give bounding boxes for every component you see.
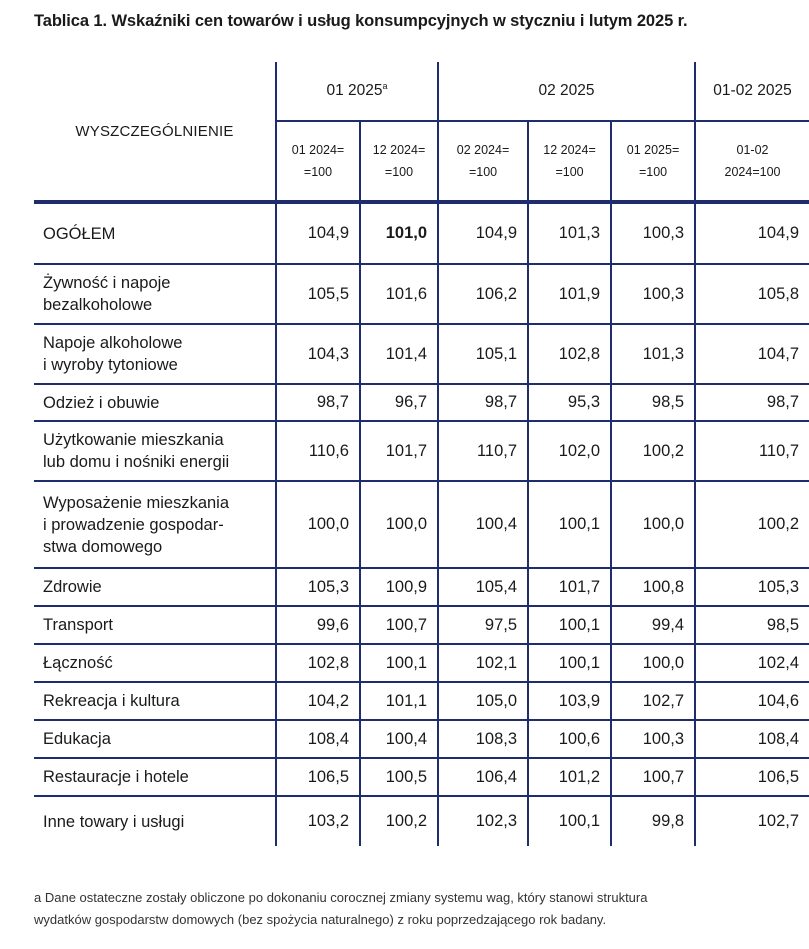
- subcolumn-header: 01 2024= =100: [276, 121, 360, 202]
- cell-value: 101,7: [360, 421, 438, 481]
- cell-value: 106,5: [695, 758, 809, 796]
- cell-value: 104,3: [276, 324, 360, 384]
- cell-value: 110,6: [276, 421, 360, 481]
- cell-value: 104,9: [276, 202, 360, 264]
- table-row: [34, 796, 809, 846]
- cell-value: 100,8: [611, 568, 695, 606]
- cell-value: 102,7: [695, 796, 809, 846]
- footnote-line: a Dane ostateczne zostały obliczone po dokonaniu corocznej zmiany systemu wag, który stanowi struktura: [34, 890, 648, 905]
- row-label: Wyposażenie mieszkania i prowadzenie gospodar- stwa domowego: [34, 481, 276, 568]
- table-row: [34, 720, 809, 758]
- cell-value: 106,2: [438, 264, 528, 324]
- cell-value: 100,7: [360, 606, 438, 644]
- table-row: [34, 384, 809, 421]
- cell-value: 100,0: [360, 481, 438, 568]
- cell-value: 100,1: [528, 481, 611, 568]
- cell-value: 104,9: [438, 202, 528, 264]
- subcolumn-header: 02 2024= =100: [438, 121, 528, 202]
- cell-value: 99,6: [276, 606, 360, 644]
- cell-value: 100,0: [611, 644, 695, 682]
- cell-value: 104,9: [695, 202, 809, 264]
- footnote: [34, 887, 794, 931]
- cell-value: 95,3: [528, 384, 611, 421]
- cell-value: 100,2: [695, 481, 809, 568]
- cell-value: 104,6: [695, 682, 809, 720]
- cell-value: 98,7: [695, 384, 809, 421]
- group-header-02-2025: 02 2025: [438, 62, 695, 121]
- cell-value: 101,4: [360, 324, 438, 384]
- cell-value: 100,4: [438, 481, 528, 568]
- cell-value: 101,3: [611, 324, 695, 384]
- row-label: Łączność: [34, 644, 276, 682]
- cell-value: 101,7: [528, 568, 611, 606]
- cell-value: 108,4: [695, 720, 809, 758]
- row-label: OGÓŁEM: [34, 202, 276, 264]
- table-row: [34, 324, 809, 384]
- group-header-01-2025: 01 2025$^a$: [276, 62, 438, 121]
- cell-value: 106,5: [276, 758, 360, 796]
- cell-value: 100,0: [276, 481, 360, 568]
- cell-value: 102,0: [528, 421, 611, 481]
- cell-value: 100,3: [611, 264, 695, 324]
- price-index-table: [34, 62, 809, 846]
- cell-value: 108,3: [438, 720, 528, 758]
- cell-value: 98,5: [695, 606, 809, 644]
- cell-value: 100,4: [360, 720, 438, 758]
- row-label: Żywność i napoje bezalkoholowe: [34, 264, 276, 324]
- cell-value: 103,2: [276, 796, 360, 846]
- footnote-line: wydatków gospodarstw domowych (bez spożycia naturalnego) z roku poprzedzającego rok badany.: [34, 912, 607, 927]
- row-label: Użytkowanie mieszkania lub domu i nośniki energii: [34, 421, 276, 481]
- cell-value: 105,8: [695, 264, 809, 324]
- cell-value: 100,1: [528, 644, 611, 682]
- cell-value: 100,9: [360, 568, 438, 606]
- cell-value: 100,7: [611, 758, 695, 796]
- cell-value: 104,2: [276, 682, 360, 720]
- group-header-01-02-2025: 01-02 2025: [695, 62, 809, 121]
- table-row: [34, 421, 809, 481]
- cell-value: 100,0: [611, 481, 695, 568]
- cell-value: 108,4: [276, 720, 360, 758]
- subcolumn-header: 01-02 2024=100: [695, 121, 809, 202]
- cell-value: 102,8: [276, 644, 360, 682]
- row-label: Odzież i obuwie: [34, 384, 276, 421]
- table-row: [34, 568, 809, 606]
- cell-value: 105,0: [438, 682, 528, 720]
- cell-value: 98,5: [611, 384, 695, 421]
- cell-value: 101,6: [360, 264, 438, 324]
- cell-value: 105,3: [695, 568, 809, 606]
- cell-value: 99,4: [611, 606, 695, 644]
- cell-value: 100,2: [611, 421, 695, 481]
- table-row: [34, 264, 809, 324]
- table-row: [34, 606, 809, 644]
- table-row: [34, 682, 809, 720]
- row-label: Inne towary i usługi: [34, 796, 276, 846]
- cell-value: 105,5: [276, 264, 360, 324]
- row-label: Restauracje i hotele: [34, 758, 276, 796]
- table-row: [34, 202, 809, 264]
- row-label: Rekreacja i kultura: [34, 682, 276, 720]
- table-row: [34, 481, 809, 568]
- subcolumn-header: 12 2024= =100: [360, 121, 438, 202]
- cell-value: 106,4: [438, 758, 528, 796]
- subcolumn-header: 12 2024= =100: [528, 121, 611, 202]
- cell-value: 102,1: [438, 644, 528, 682]
- cell-value: 105,3: [276, 568, 360, 606]
- cell-value: 105,1: [438, 324, 528, 384]
- cell-value: 101,2: [528, 758, 611, 796]
- cell-value: 103,9: [528, 682, 611, 720]
- cell-value: 102,4: [695, 644, 809, 682]
- cell-value: 98,7: [276, 384, 360, 421]
- cell-value: 102,3: [438, 796, 528, 846]
- row-label: Transport: [34, 606, 276, 644]
- cell-value: 101,9: [528, 264, 611, 324]
- cell-value: 98,7: [438, 384, 528, 421]
- footnote-marker: a: [382, 80, 388, 91]
- cell-value: 101,0: [360, 202, 438, 264]
- cell-value: 100,1: [528, 796, 611, 846]
- subcolumn-header: 01 2025= =100: [611, 121, 695, 202]
- cell-value: 102,8: [528, 324, 611, 384]
- cell-value: 96,7: [360, 384, 438, 421]
- cell-value: 110,7: [438, 421, 528, 481]
- cell-value: 97,5: [438, 606, 528, 644]
- cell-value: 110,7: [695, 421, 809, 481]
- row-header: WYSZCZEGÓLNIENIE: [75, 122, 234, 140]
- row-label: Edukacja: [34, 720, 276, 758]
- row-label: Zdrowie: [34, 568, 276, 606]
- cell-value: 102,7: [611, 682, 695, 720]
- table-title: Tablica 1. Wskaźniki cen towarów i usług konsumpcyjnych w styczniu i lutym 2025 r.: [34, 12, 688, 30]
- cell-value: 100,3: [611, 202, 695, 264]
- cell-value: 100,2: [360, 796, 438, 846]
- cell-value: 100,1: [360, 644, 438, 682]
- cell-value: 100,1: [528, 606, 611, 644]
- cell-value: 101,1: [360, 682, 438, 720]
- cell-value: 100,5: [360, 758, 438, 796]
- cell-value: 100,3: [611, 720, 695, 758]
- cell-value: 101,3: [528, 202, 611, 264]
- table-row: [34, 758, 809, 796]
- row-label: Napoje alkoholowe i wyroby tytoniowe: [34, 324, 276, 384]
- cell-value: 104,7: [695, 324, 809, 384]
- cell-value: 100,6: [528, 720, 611, 758]
- cell-value: 99,8: [611, 796, 695, 846]
- cell-value: 105,4: [438, 568, 528, 606]
- table-row: [34, 644, 809, 682]
